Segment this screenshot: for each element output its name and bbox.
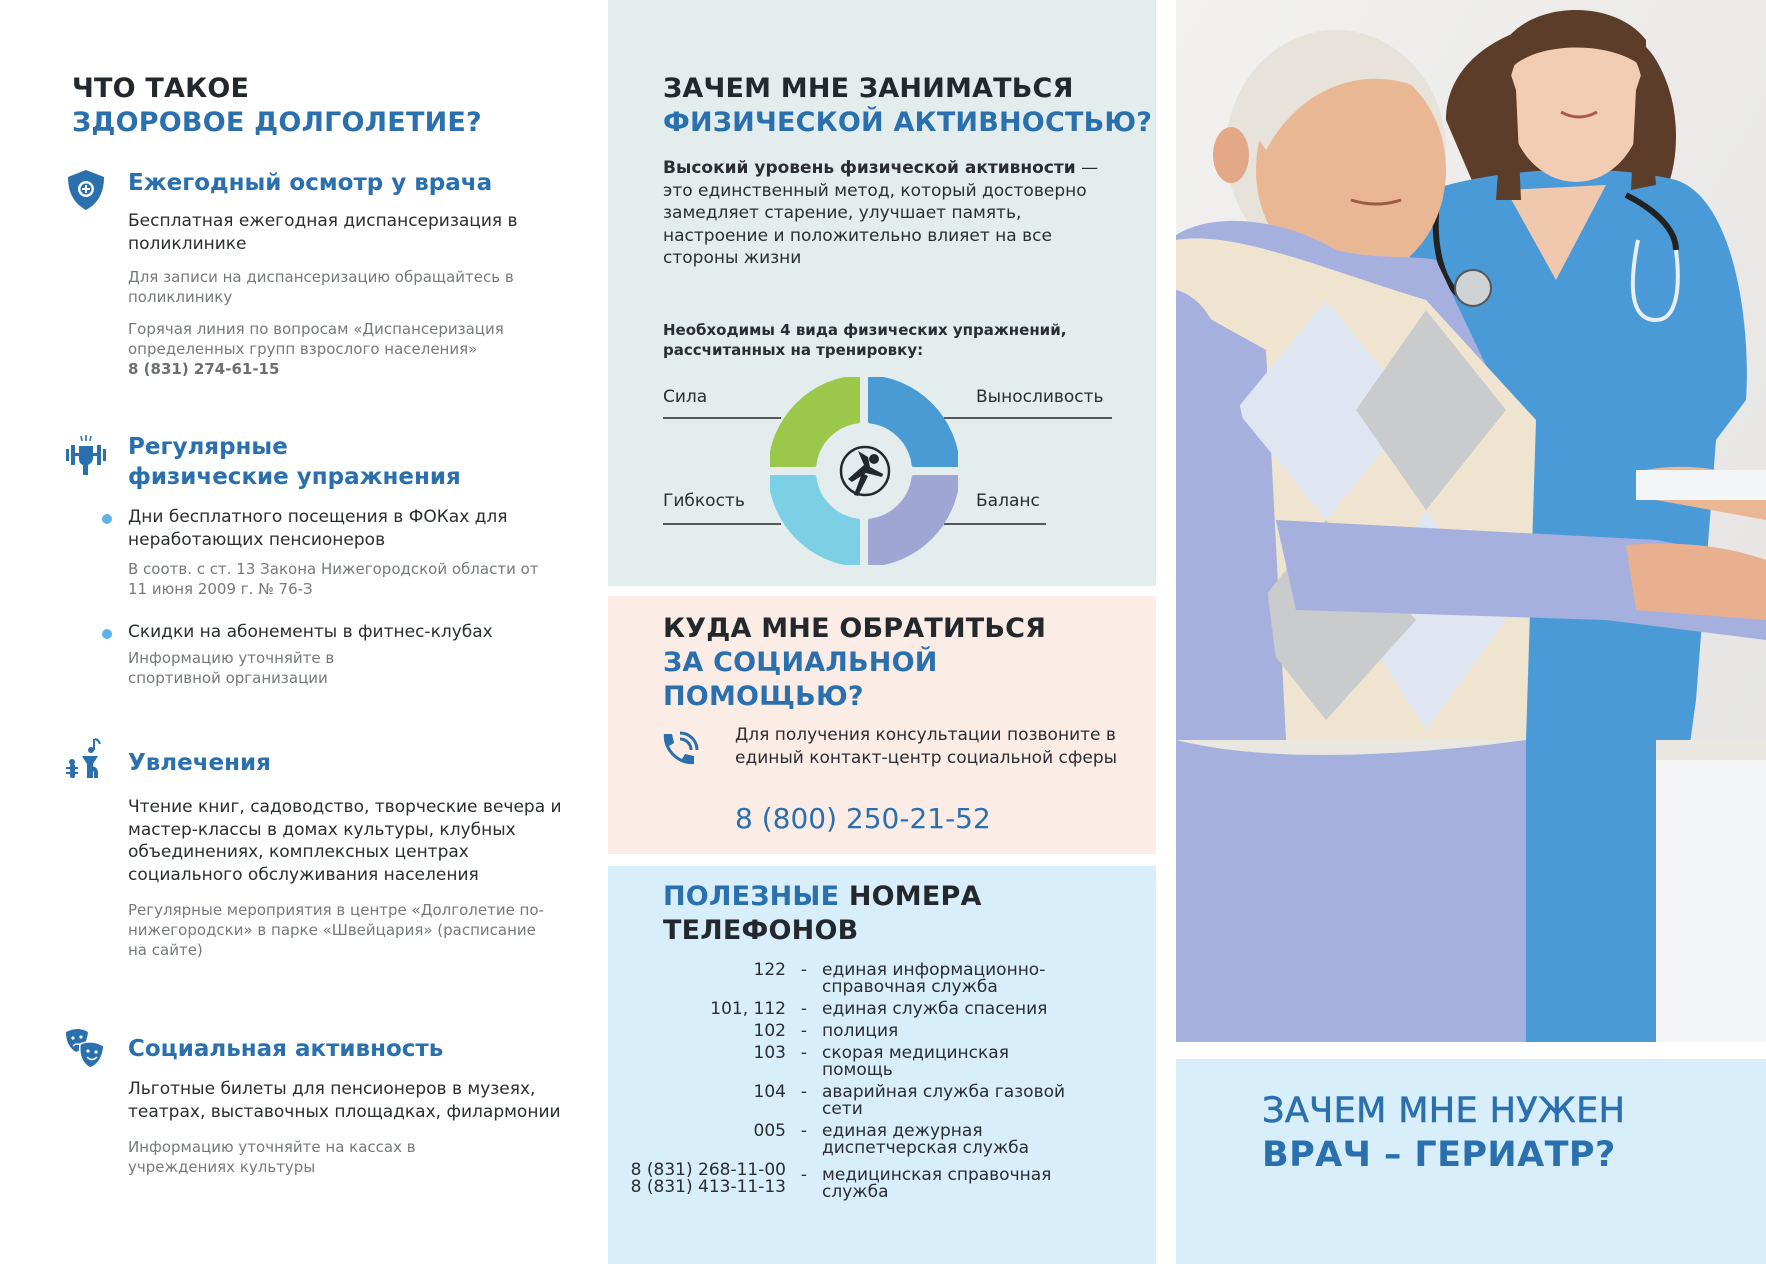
phone-dash: - xyxy=(800,1043,808,1063)
activity-subheading: Необходимы 4 вида физических упражнений, рассчитанных на тренировку: xyxy=(663,321,1067,359)
exercise-label-flexibility: Гибкость xyxy=(663,491,745,511)
section-note: Информацию уточняйте на кассах в учреждениях культуры xyxy=(128,1138,416,1176)
phone-row xyxy=(608,1162,1156,1201)
phone-description: скорая медицинская помощь xyxy=(822,1043,1009,1080)
gymnast-hoop-icon xyxy=(841,447,889,496)
social-title-line3: ПОМОЩЬЮ? xyxy=(663,681,864,712)
dumbbell-fist-icon xyxy=(64,432,108,476)
social-text: Для получения консультации позвоните в единый контакт-центр социальной сферы xyxy=(735,725,1118,768)
phones-table xyxy=(608,962,1156,1206)
geriatr-title-line2: ВРАЧ – ГЕРИАТР? xyxy=(1262,1135,1616,1175)
exercise-label-balance: Баланс xyxy=(976,491,1040,511)
phone-description: единая служба спасения xyxy=(822,999,1048,1019)
social-title xyxy=(663,612,1046,714)
activity-title-line1: ЗАЧЕМ МНЕ ЗАНИМАТЬСЯ xyxy=(663,73,1074,104)
photo-elderly-man-and-nurse xyxy=(1176,0,1766,1042)
social-title-line2: ЗА СОЦИАЛЬНОЙ xyxy=(663,647,938,678)
bullet-note: Информацию уточняйте в спортивной организации xyxy=(128,648,335,687)
section-heading-line2: физические упражнения xyxy=(128,464,461,490)
phone-number[interactable]: 8 (831) 268-11-00 8 (831) 413-11-13 xyxy=(630,1160,786,1197)
activity-body-bold: Высокий уровень физической активности xyxy=(663,158,1076,178)
section-heading: Социальная активность xyxy=(128,1036,444,1062)
section-heading: Увлечения xyxy=(128,750,271,776)
social-help-panel xyxy=(608,596,1156,854)
activity-panel xyxy=(608,0,1156,586)
phone-number[interactable]: 104 xyxy=(753,1082,786,1102)
bullet-text: Скидки на абонементы в фитнес-клубах xyxy=(128,622,493,642)
phone-dash: - xyxy=(800,999,808,1019)
section-heading: Ежегодный осмотр у врача xyxy=(128,170,493,196)
section-note: Для записи на диспансеризацию обращайтесь в поликлинику xyxy=(128,268,514,306)
phone-number[interactable]: 103 xyxy=(753,1043,786,1063)
geriatr-title xyxy=(1262,1089,1625,1177)
hotline-text: Горячая линия по вопросам «Диспансеризация определенных групп взрослого населения» xyxy=(128,320,504,358)
phone-number[interactable]: 122 xyxy=(753,960,786,980)
section-annual-checkup xyxy=(64,168,584,379)
phone-row xyxy=(608,962,1156,996)
phone-description: единая информационно- справочная служба xyxy=(822,960,1046,997)
section-heading xyxy=(128,432,584,492)
list-item xyxy=(128,506,558,599)
geriatrician-panel xyxy=(1176,1059,1766,1264)
geriatr-title-line1: ЗАЧЕМ МНЕ НУЖЕН xyxy=(1262,1091,1626,1131)
useful-phones-panel xyxy=(608,866,1156,1264)
exercise-label-endurance: Выносливость xyxy=(976,387,1104,407)
section-note: Регулярные мероприятия в центре «Долголетие по-нижегородски» в парке «Швейцария» (расписание на сайте) xyxy=(128,901,544,959)
activity-title-line2: ФИЗИЧЕСКОЙ АКТИВНОСТЬЮ? xyxy=(663,107,1153,138)
phone-dash: - xyxy=(800,1121,808,1141)
phone-description: полиция xyxy=(822,1021,899,1041)
phone-row xyxy=(608,1123,1156,1157)
theater-masks-icon xyxy=(64,1026,108,1070)
shield-plus-icon xyxy=(64,168,108,212)
ring-segment-flexibility xyxy=(770,477,858,565)
section-heading-line1: Регулярные xyxy=(128,434,288,460)
ring-segment-strength xyxy=(770,377,858,465)
activity-body xyxy=(663,157,1103,270)
photo-illustration xyxy=(1176,0,1766,1042)
phone-dash: - xyxy=(800,1165,808,1185)
bullet-text: Дни бесплатного посещения в ФОКах для неработающих пенсионеров xyxy=(128,507,508,550)
phone-description: единая дежурная диспетчерская служба xyxy=(822,1121,1030,1158)
social-phone-number[interactable]: 8 (800) 250-21-52 xyxy=(735,802,991,835)
phone-row xyxy=(608,1045,1156,1079)
bullet-dot xyxy=(102,514,112,524)
left-column xyxy=(0,0,608,1264)
section-body: Льготные билеты для пенсионеров в музеях, театрах, выставочных площадках, филармонии xyxy=(128,1079,561,1122)
label-line xyxy=(663,417,781,419)
social-title-line1: КУДА МНЕ ОБРАТИТЬСЯ xyxy=(663,613,1047,644)
phone-number[interactable]: 102 xyxy=(753,1021,786,1041)
exercise-ring xyxy=(770,377,958,565)
phone-description: медицинская справочная служба xyxy=(822,1165,1052,1202)
bullet-note: В соотв. с ст. 13 Закона Нижегородской области от 11 июня 2009 г. № 76-З xyxy=(128,560,539,598)
activity-body-rest: — это единственный метод, который достоверно замедляет старение, улучшает память, настроение и положительно влияет на все стороны жизни xyxy=(663,158,1099,268)
section-social-activity xyxy=(64,1034,584,1177)
phone-call-icon xyxy=(660,730,700,770)
activity-title xyxy=(663,72,1152,140)
left-title xyxy=(72,72,482,140)
phone-number[interactable]: 101, 112 xyxy=(710,999,786,1019)
phone-dash: - xyxy=(800,1082,808,1102)
phone-dash: - xyxy=(800,1021,808,1041)
music-hobby-icon xyxy=(64,736,108,780)
exercise-label-strength: Сила xyxy=(663,387,708,407)
phone-dash: - xyxy=(800,960,808,980)
section-body: Бесплатная ежегодная диспансеризация в поликлинике xyxy=(128,211,518,254)
phones-title xyxy=(663,880,982,948)
phones-title-dark1: НОМЕРА xyxy=(848,881,982,912)
ring-segment-balance xyxy=(870,477,958,565)
phone-description: аварийная служба газовой сети xyxy=(822,1082,1066,1119)
left-title-line1: ЧТО ТАКОЕ xyxy=(72,73,250,104)
list-item xyxy=(128,621,568,688)
phone-row xyxy=(608,1084,1156,1118)
phones-title-blue: ПОЛЕЗНЫЕ xyxy=(663,881,840,912)
left-title-line2: ЗДОРОВОЕ ДОЛГОЛЕТИЕ? xyxy=(72,107,482,138)
phone-row xyxy=(608,1023,1156,1040)
phone-number[interactable]: 005 xyxy=(753,1121,786,1141)
section-exercise xyxy=(64,432,584,688)
label-line xyxy=(944,417,1112,419)
section-body: Чтение книг, садоводство, творческие вечера и мастер-классы в домах культуры, клубных объединениях, комплексных центрах социального обслуживания населения xyxy=(128,797,562,885)
label-line xyxy=(663,523,781,525)
section-hobbies xyxy=(64,748,584,960)
hotline-note xyxy=(128,319,573,379)
label-line xyxy=(944,523,1046,525)
bullet-dot xyxy=(102,629,112,639)
hotline-phone[interactable]: 8 (831) 274-61-15 xyxy=(128,360,280,378)
ring-segment-endurance xyxy=(870,377,958,465)
phones-title-dark2: ТЕЛЕФОНОВ xyxy=(663,915,859,946)
phone-row xyxy=(608,1001,1156,1018)
